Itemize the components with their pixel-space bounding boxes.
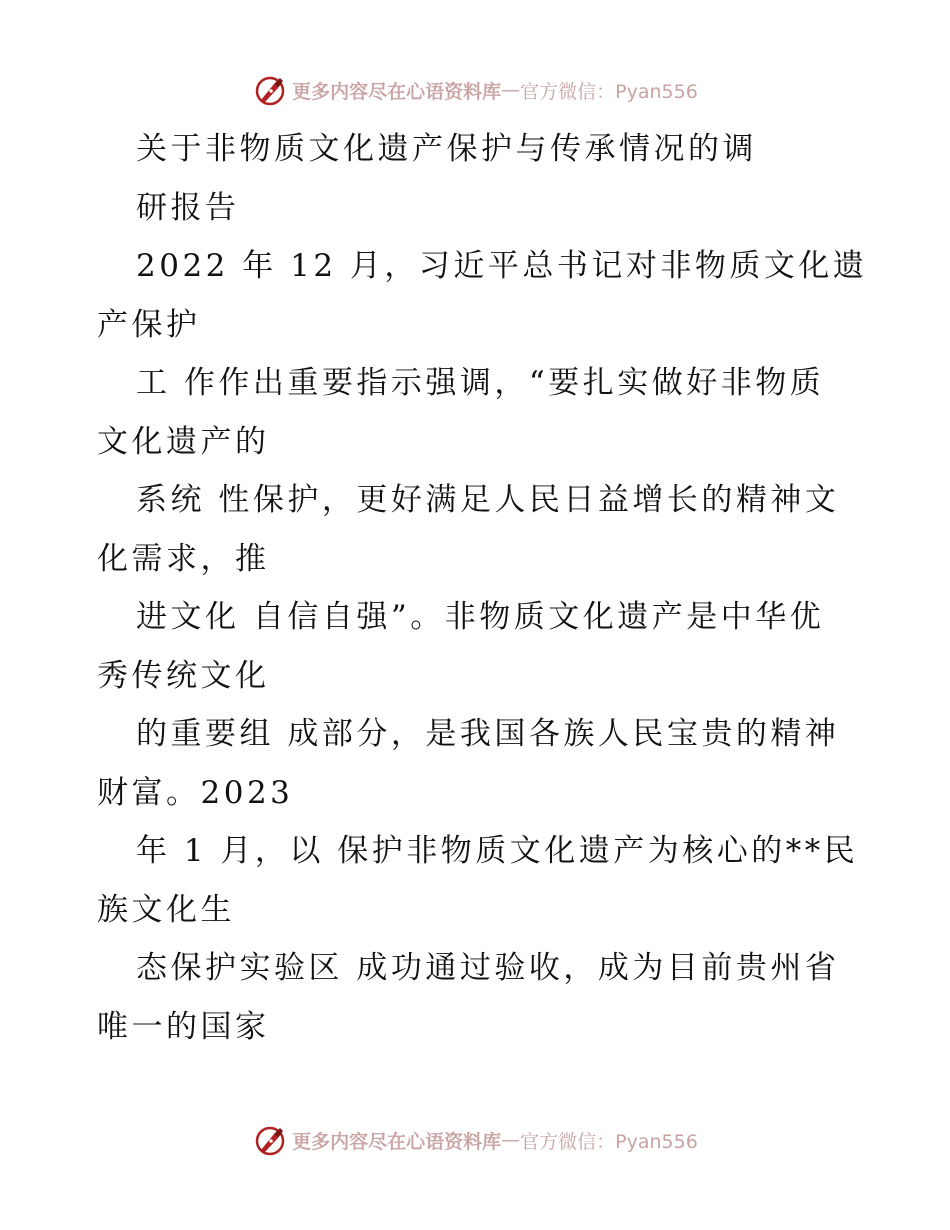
text-line: 产保护 — [97, 306, 201, 343]
text-line: 年 1 月，以 保护非物质文化遗产为核心的**民 — [136, 833, 859, 869]
text-line: 秀传统文化 — [97, 657, 270, 694]
watermark-wechat-text: 官方微信：Pyan556 — [520, 80, 698, 103]
text-line: 财富。2023 — [97, 774, 294, 811]
document-body — [97, 120, 868, 1056]
text-line: 态保护实验区 成功通过验收，成为目前贵州省 — [136, 950, 840, 986]
watermark-separator: — — [501, 1129, 521, 1151]
pen-nib-circle-icon — [252, 72, 288, 108]
text-line: 进文化 自信自强”。非物质文化遗产是中华优 — [136, 599, 825, 635]
footer-watermark — [0, 1120, 950, 1160]
pen-nib-circle-icon — [252, 1122, 288, 1158]
header-watermark — [0, 70, 950, 110]
text-line: 化需求，推 — [97, 540, 270, 577]
text-line: 研报告 — [136, 189, 240, 226]
text-line: 文化遗产的 — [97, 423, 270, 460]
text-line: 2022 年 12 月，习近平总书记对非物质文化遗 — [136, 248, 868, 284]
text-line: 的重要组 成部分，是我国各族人民宝贵的精神 — [136, 716, 840, 752]
text-line: 族文化生 — [97, 891, 235, 928]
watermark-site-text: 更多内容尽在心语资料库 — [292, 80, 502, 103]
text-line: 关于非物质文化遗产保护与传承情况的调 — [136, 131, 757, 167]
watermark-separator: — — [501, 79, 521, 101]
watermark-wechat-text: 官方微信：Pyan556 — [520, 1130, 698, 1153]
watermark-site-text: 更多内容尽在心语资料库 — [292, 1130, 502, 1153]
text-line: 工 作作出重要指示强调，“要扎实做好非物质 — [136, 365, 825, 401]
text-line: 系统 性保护，更好满足人民日益增长的精神文 — [136, 482, 840, 518]
text-line: 唯一的国家 — [97, 1008, 270, 1045]
